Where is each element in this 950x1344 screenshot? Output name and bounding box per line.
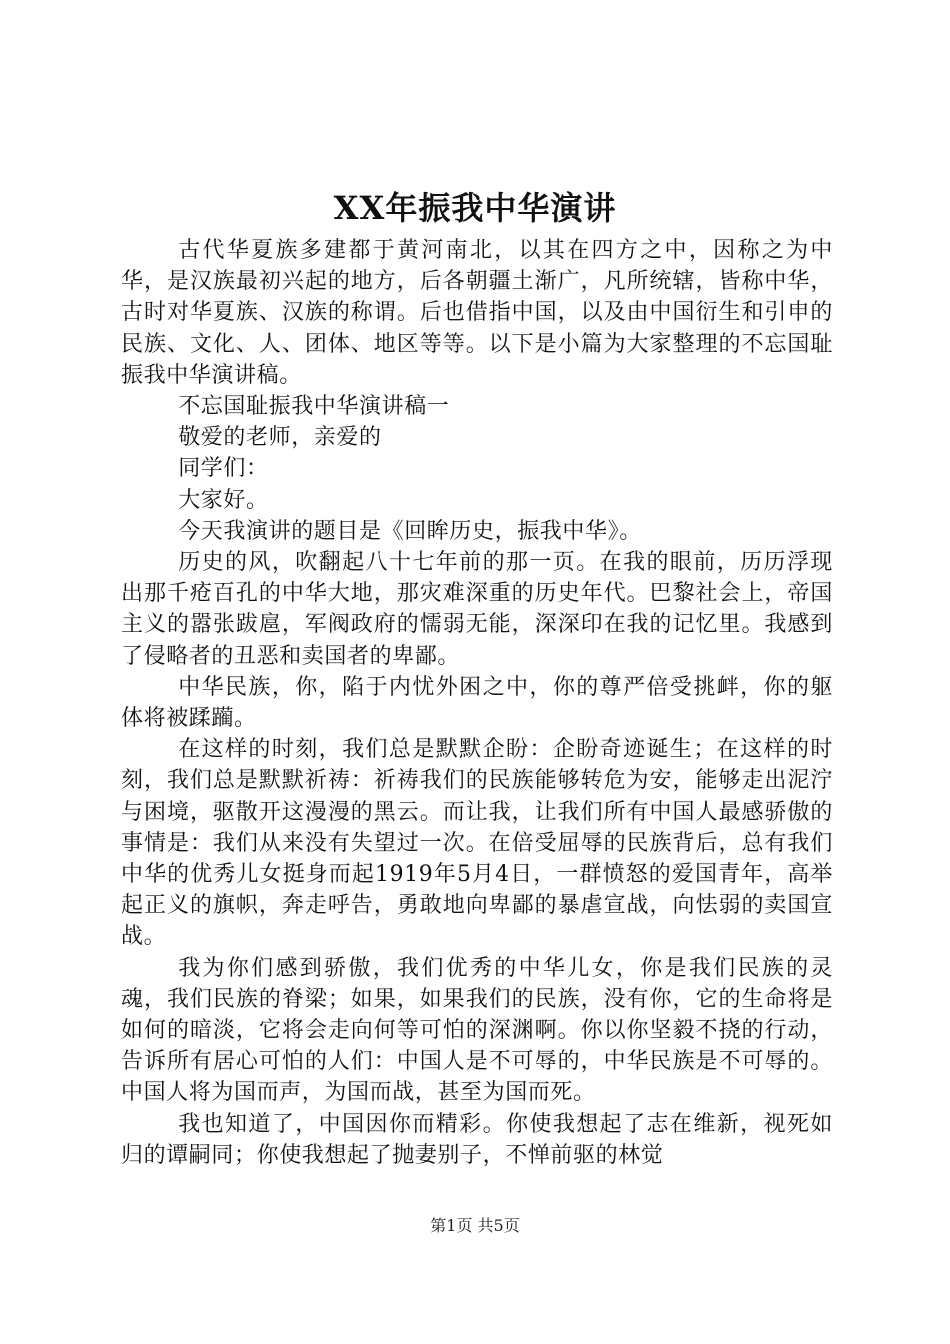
paragraph-pride: 我为你们感到骄傲，我们优秀的中华儿女，你是我们民族的灵魂，我们民族的脊梁；如果，如果我们的民族，没有你，它的生命将是如何的暗淡，它将会走向何等可怕的深渊啊。你以你坚毅不挠的行动，告诉所有居心可怕的人们：中国人是不可辱的，中华民族是不可辱的。中国人将为国而声，为国而战，甚至为国而死。	[121, 955, 833, 1106]
paragraph-heroes: 我也知道了，中国因你而精彩。你使我想起了志在维新，视死如归的谭嗣同；你使我想起了抛妻别子，不惮前驱的林觉	[121, 1111, 833, 1168]
paragraph-salutation: 敬爱的老师，亲爱的	[178, 425, 382, 451]
paragraph-salutation-2: 同学们：	[178, 456, 269, 482]
document-title: XX年振我中华演讲	[333, 189, 617, 227]
paragraph-may-fourth: 在这样的时刻，我们总是默默企盼：企盼奇迹诞生；在这样的时刻，我们总是默默祈祷：祈祷我们的民族能够转危为安，能够走出泥泞与困境，驱散开这漫漫的黑云。而让我，让我们所有中国人最感骄傲的事情是：我们从来没有失望过一次。在倍受屈辱的民族背后，总有我们中华的优秀儿女挺身而起1919年5月4日，一群愤怒的爱国青年，高举起正义的旗帜，奔走呼告，勇敢地向卑鄙的暴虐宣战，向怯弱的卖国宣战。	[121, 737, 833, 950]
page-footer: 第1页 共5页	[430, 1216, 520, 1235]
paragraph-intro: 古代华夏族多建都于黄河南北，以其在四方之中，因称之为中华，是汉族最初兴起的地方，后各朝疆土渐广，凡所统辖，皆称中华，古时对华夏族、汉族的称谓。后也借指中国，以及由中国衍生和引申的民族、文化、人、团体、地区等等。以下是小篇为大家整理的不忘国耻振我中华演讲稿。	[121, 238, 833, 388]
paragraph-subtitle: 不忘国耻振我中华演讲稿一	[178, 394, 450, 420]
paragraph-greeting: 大家好。	[178, 487, 269, 513]
paragraph-nation: 中华民族，你，陷于内忧外困之中，你的尊严倍受挑衅，你的躯体将被蹂躏。	[121, 674, 833, 732]
document-body	[121, 235, 833, 1171]
paragraph-history: 历史的风，吹翻起八十七年前的那一页。在我的眼前，历历浮现出那千疮百孔的中华大地，那灾难深重的历史年代。巴黎社会上，帝国主义的嚣张跋扈，军阀政府的懦弱无能，深深印在我的记忆里。我感到了侵略者的丑恶和卖国者的卑鄙。	[121, 550, 833, 669]
paragraph-topic: 今天我演讲的题目是《回眸历史，振我中华》。	[178, 518, 642, 544]
